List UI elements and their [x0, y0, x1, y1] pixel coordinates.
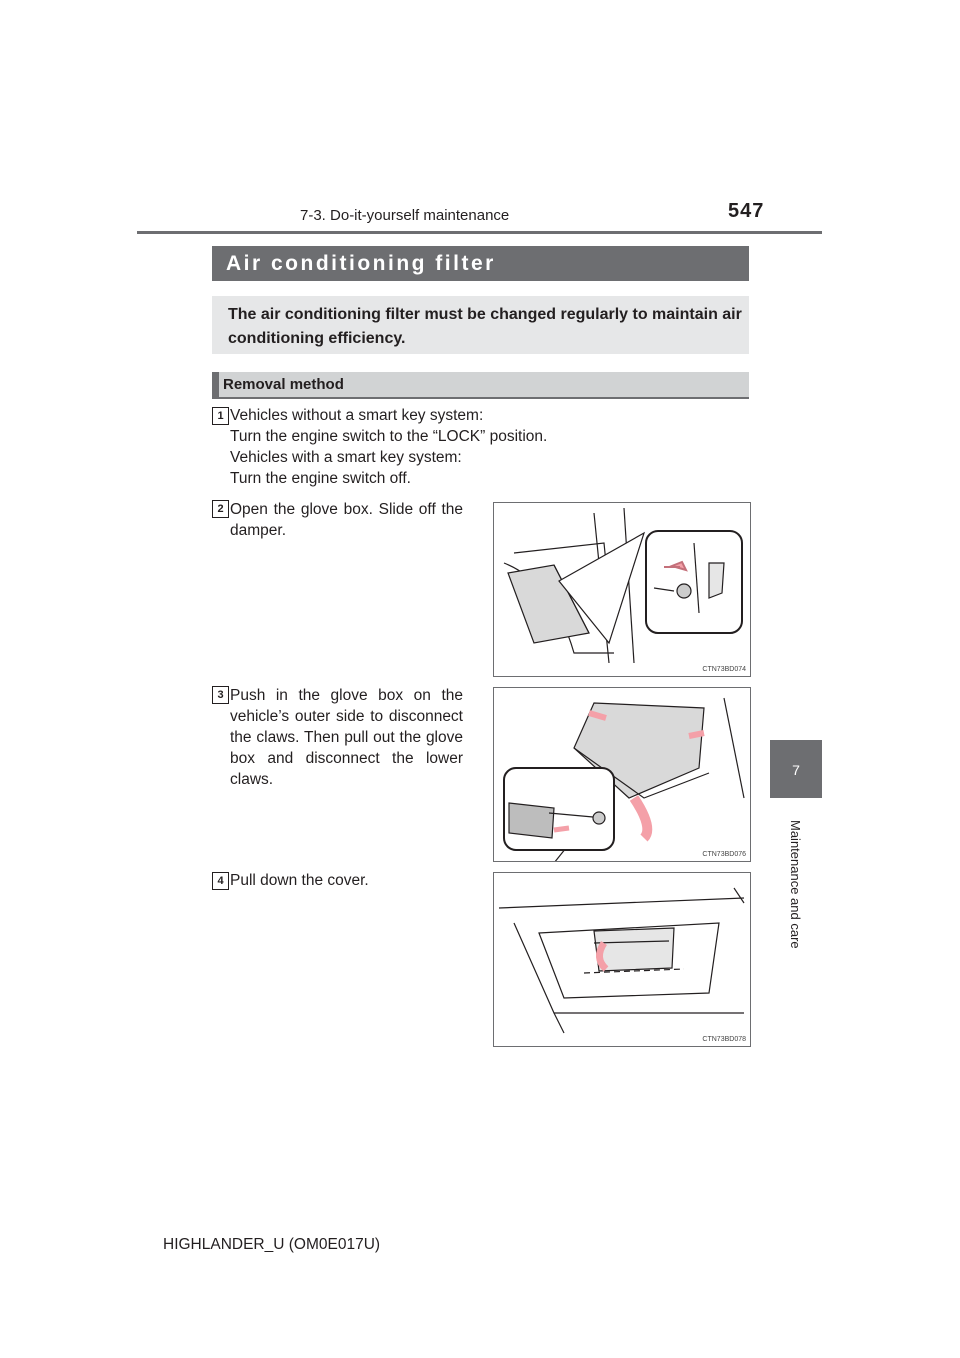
filter-cover-illustration [494, 873, 750, 1046]
glove-box-illustration [494, 503, 750, 676]
step-2-text: Open the glove box. Slide off the damper. [230, 501, 463, 539]
step-1-line: Vehicles with a smart key system: [230, 449, 462, 466]
pink-arrow-icon [634, 798, 647, 838]
section-header: 7-3. Do-it-yourself maintenance [300, 207, 510, 224]
chapter-label [783, 820, 809, 970]
chapter-number: 7 [792, 762, 800, 778]
step-number-1: 1 [212, 407, 229, 425]
step-1-line: Turn the engine switch off. [230, 470, 411, 487]
subheading-accent [212, 372, 219, 399]
footer-model: HIGHLANDER_U (OM0E017U) [163, 1236, 381, 1253]
figure-claws [493, 687, 751, 862]
step-1-line: Turn the engine switch to the “LOCK” position. [230, 428, 548, 445]
step-1-text [230, 405, 547, 489]
header-rule [137, 231, 822, 234]
page-number: 547 [728, 200, 765, 222]
step-number-2: 2 [212, 500, 229, 518]
subheading: Removal method [223, 376, 344, 393]
step-4-text: Pull down the cover. [230, 872, 369, 889]
chapter-label-text: Maintenance and care [788, 820, 803, 949]
figure-code: CTN73BD074 [702, 666, 746, 673]
step-1-line: Vehicles without a smart key system: [230, 407, 484, 424]
step-3-text: Push in the glove box on the vehicle’s outer side to disconnect the claws. Then pull out the glove box and disconnect the lower claws. [230, 687, 463, 788]
intro-text: The air conditioning filter must be changed regularly to maintain air conditioning efficiency. [228, 306, 742, 347]
page-title: Air conditioning filter [226, 252, 496, 275]
pink-arrow-icon [554, 828, 569, 830]
figure-code: CTN73BD076 [702, 851, 746, 858]
figure-cover [493, 872, 751, 1047]
step-number-4: 4 [212, 872, 229, 890]
glove-box-claws-illustration [494, 688, 750, 861]
figure-damper [493, 502, 751, 677]
step-number-3: 3 [212, 686, 229, 704]
pink-arrow-icon [689, 733, 704, 736]
figure-code: CTN73BD078 [702, 1036, 746, 1043]
